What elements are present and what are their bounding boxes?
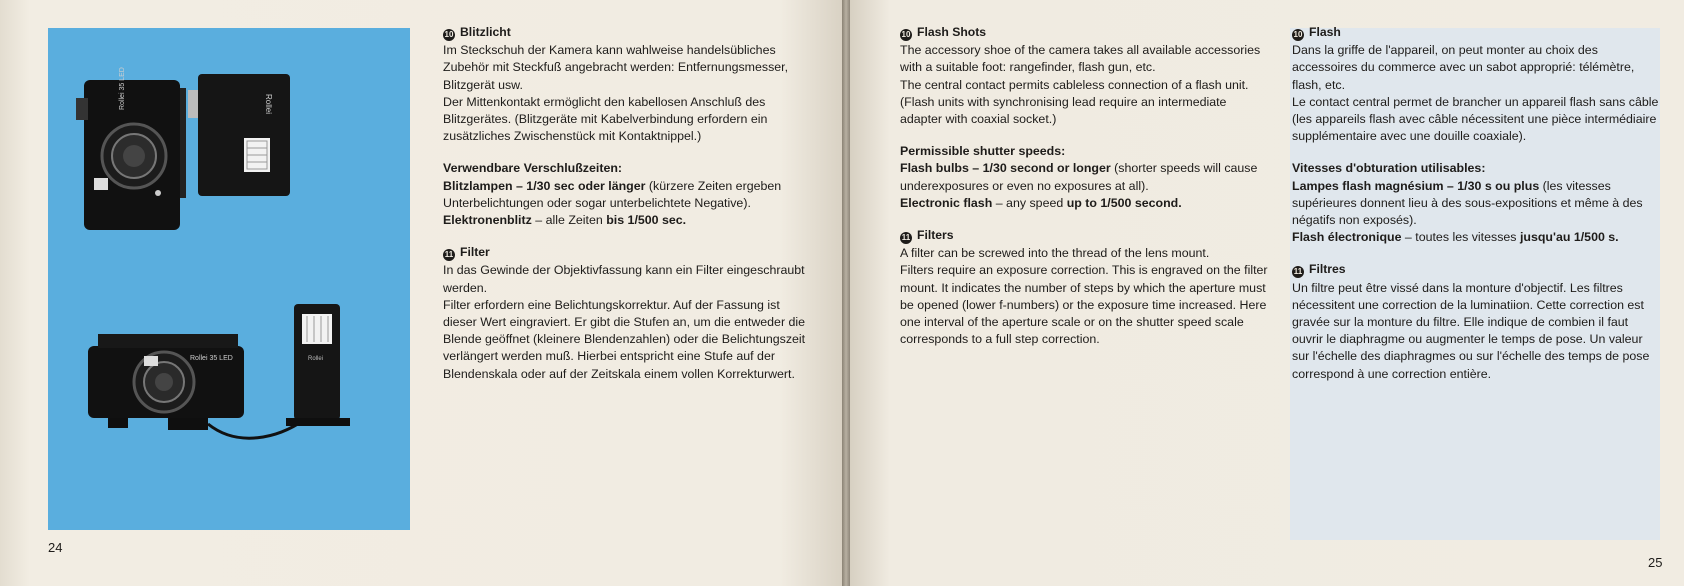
section-number-badge: 10 <box>1293 30 1303 39</box>
section-number-badge: 10 <box>444 30 454 39</box>
paragraph: Filter erfordern eine Belichtungskorrektur. Auf der Fassung ist dieser Wert eingraviert. Er gibt die Stufen an, um die entweder die Blende geöffnet (kleinere Blendenzahlen) oder die Belichtungszeit verlängert werden muß. Hierbei entspricht eine Stufe auf der Blendenskala oder auf der Zeitskala einem vollen Korrekturwert. <box>443 297 806 381</box>
section-heading-blitzlicht: 10 Blitzlicht <box>444 25 511 39</box>
paragraph: In das Gewinde der Objektivfassung kann ein Filter eingeschraubt werden. <box>443 263 805 295</box>
paragraph: Le contact central permet de brancher un appareil flash sans câble (les appareils flash avec câble nécessitent une pièce intermédiaire supplémentaire avec une douille coaxiale). <box>1292 94 1659 144</box>
section-heading-filters: 11 Filters <box>901 228 954 243</box>
camera-top-view <box>76 67 200 230</box>
flash-label: Rollei <box>264 94 273 115</box>
section-number-badge: 11 <box>901 233 911 243</box>
speed-line: Electronic flash – any speed up to 1/500 second. <box>900 195 1182 210</box>
paragraph: Im Steckschuh der Kamera kann wahlweise handelsübliches Zubehör mit Steckfuß angebracht werden: Entfernungsmesser, Blitzgerät usw. <box>443 43 789 92</box>
camera-illustration <box>48 28 410 530</box>
section-heading-filtres: 11 Filtres <box>1293 262 1346 277</box>
subheading: Permissible shutter speeds: <box>900 144 1066 159</box>
section-number-badge: 11 <box>444 250 454 260</box>
subheading: Verwendbare Verschlußzeiten: <box>443 161 623 176</box>
paragraph: Filters require an exposure correction. This is engraved on the filter mount. It indicates the number of steps by which the aperture must be opened (lower f-numbers) or the exposure time increased. Here one interval of the aperture scale or on the shutter speed scale corresponds to a full step correction. <box>900 263 1268 347</box>
camera-bottom-view <box>88 334 304 438</box>
section-heading-filter: 11 Filter <box>444 245 490 260</box>
speed-line: Flash électronique – toutes les vitesses jusqu'au 1/500 s. <box>1292 230 1619 245</box>
speed-line: Elektronenblitz – alle Zeiten bis 1/500 sec. <box>443 213 687 228</box>
camera-top-label: Rollei 35 LED <box>119 67 126 110</box>
english-column <box>900 24 1268 348</box>
section-number-badge: 10 <box>901 30 911 39</box>
french-column <box>1292 24 1660 383</box>
book-gutter <box>842 0 850 586</box>
speed-line: Lampes flash magnésium – 1/30 s ou plus (les vitesses supérieures donnent lieu à des sous-expositions et même à des négatifs non exposés). <box>1292 178 1643 228</box>
page-number-left: 24 <box>48 540 63 555</box>
section-heading-flash-fr: 10 Flash <box>1293 25 1341 39</box>
page-number-right: 25 <box>1648 555 1663 570</box>
paragraph: The central contact permits cableless connection of a flash unit. (Flash units with synchronising lead require an intermediate adapter with coaxial socket.) <box>900 77 1249 127</box>
paragraph: Un filtre peut être vissé dans la monture d'objectif. Les filtres nécessitent une correction de la luminatiion. Cette correction est gravée sur la monture du filtre. Elle indique de combien il faut ouvrir le diaphragme ou augmenter le temps de pose. Un valeur sur l'échelle des diaphragmes ou sur l'échelle des temps de pose correspond à une correction entière. <box>1292 280 1650 381</box>
speed-line: Flash bulbs – 1/30 second or longer (shorter speeds will cause underexposures or even no exposures at all). <box>900 161 1258 193</box>
paragraph: The accessory shoe of the camera takes all available accessories with a suitable foot: rangefinder, flash gun, etc. <box>900 43 1261 75</box>
german-column <box>443 24 813 383</box>
camera-photo <box>48 28 410 530</box>
small-flash <box>286 304 350 426</box>
section-heading-flash-shots: 10 Flash Shots <box>901 25 987 39</box>
subheading: Vitesses d'obturation utilisables: <box>1292 161 1486 176</box>
section-number-badge: 11 <box>1293 267 1303 277</box>
speed-line: Blitzlampen – 1/30 sec oder länger (kürzere Zeiten ergeben Unterbelichtungen oder sogar unterbelichtete Negative). <box>443 178 782 210</box>
paragraph: Dans la griffe de l'appareil, on peut monter au choix des accessoires du commerce avec un sabot approprié: télémètre, flash, etc. <box>1292 43 1635 92</box>
small-flash-label: Rollei <box>308 356 324 362</box>
flash-unit <box>198 74 290 196</box>
paragraph: Der Mittenkontakt ermöglicht den kabellosen Anschluß des Blitzgerätes. (Blitzgeräte mit Kabelverbindung erfordern ein zusätzliches Zwischenstück mit Kontaktnippel.) <box>443 94 768 144</box>
camera-bottom-label: Rollei 35 LED <box>190 355 233 362</box>
paragraph: A filter can be screwed into the thread of the lens mount. <box>900 246 1210 261</box>
